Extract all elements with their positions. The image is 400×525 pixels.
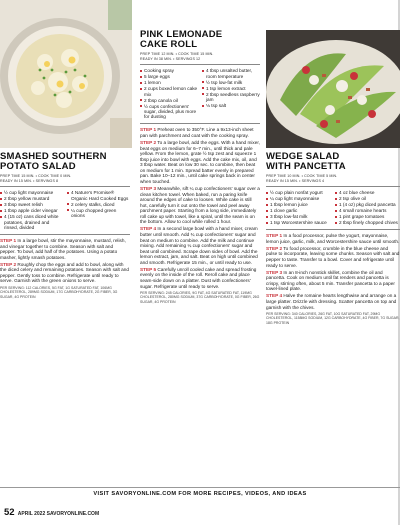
ingredient-item: ½ cup plain nonfat yogurt — [266, 190, 331, 195]
step-text: In a second large bowl with a hand mixer, cream butter until smooth. Add ¾ cup confectioners' sugar and beat on medium to combine. Add the milk and continue mixing. Add remaining ¼ cup confectioners' sugar and beat until combined. Scrape down sides of bowl. Add the lemon extract, jam, and salt. Beat on high until combined and smooth. Refrigerate 15 min., or until ready to use. — [140, 226, 258, 265]
ingredient-item: 2 tsp olive oil — [335, 196, 400, 201]
step-paragraph — [266, 270, 400, 292]
step-label: STEP 2 — [140, 140, 157, 146]
ingredient-item: 3 tbsp low-fat milk — [266, 214, 331, 219]
step-paragraph — [266, 233, 400, 244]
divider — [140, 123, 260, 124]
step-text: Preheat oven to 350°F. Line a 9x13-inch sheet pan with parchment and coat with the cooking spray. — [140, 127, 254, 138]
ingredient-item: 2 tbsp finely chopped chives — [335, 220, 400, 225]
step-paragraph — [0, 262, 130, 284]
step-label: STEP 1 — [266, 233, 283, 239]
divider — [266, 186, 400, 187]
step-text: Roughly chop the eggs and add to bowl, along with the diced celery and remaining potatoes. Season with salt and pepper. Gently toss to combine. Refrigerate until ready to serve. Garnish with the green onions to serve. — [0, 261, 129, 284]
cake-roll-recipe — [140, 30, 260, 304]
wedge-salad-title — [266, 152, 400, 171]
step-paragraph — [0, 238, 130, 260]
footer-divider — [0, 487, 400, 488]
cake-roll-title — [140, 30, 260, 49]
cake-roll-title-line2: CAKE ROLL — [140, 38, 198, 50]
step-paragraph — [140, 140, 260, 184]
step-label: STEP 2 — [0, 261, 17, 267]
ingredient-list-right — [67, 190, 130, 231]
ingredient-list-left — [266, 190, 331, 226]
page-footer — [4, 507, 99, 518]
potato-salad-title-line1: SMASHED SOUTHERN — [0, 151, 107, 162]
potato-salad-nutrition: PER SERVING: 112 CALORIES, 5G FAT, 1G SATURATED FAT, 106MG CHOLESTEROL, 289MG SODIUM, 17G CARBOHYDRATE, 2G FIBER, 3G SUGAR, 4G PROTEIN — [0, 285, 118, 299]
cake-roll-nutrition: PER SERVING: 245 CALORIES, 9G FAT, 4G SATURATED FAT, 119MG CHOLESTEROL, 280MG SODIUM, 37G CARBOHYDRATE, 0G FIBER, 26G SUGAR, 4G PROTEIN — [140, 291, 260, 304]
ingredient-list-right — [202, 68, 260, 120]
potato-salad-title — [0, 152, 130, 171]
ingredient-item: 1 lemon — [140, 80, 198, 85]
cake-roll-meta — [140, 52, 260, 61]
ingredient-item: Cooking spray — [140, 68, 198, 73]
step-text: Meanwhile, sift ¼ cup confectioners' sugar over a clean kitchen towel. When baked, run a paring knife around the edges of cake to loosen. While cake is still hot, carefully turn it out onto the towel and peel away parchment paper. Starting from a long side, immediately roll cake up with towel, like a spiral, until the seam is on the bottom. Allow to cool while rolled 1 hour. — [140, 186, 260, 225]
wedge-salad-meta-time: PREP TIME 10 MIN. • COOK TIME 5 MIN. — [266, 174, 338, 178]
ingredient-item: ½ cups confectioners' sugar, divided, plus more for dusting — [140, 104, 198, 120]
step-text: In a food processor, pulse the yogurt, mayonnaise, lemon juice, garlic, milk, and Worcestershire sauce until smooth. — [266, 233, 400, 244]
ingredient-item: ¼ cup chopped green onions — [67, 208, 130, 219]
ingredient-item: 4 oz blue cheese — [335, 190, 400, 195]
potato-salad-photo — [0, 0, 132, 148]
cake-roll-ingredients — [140, 68, 260, 120]
ingredient-item: 1 (4 oz) pkg diced pancetta — [335, 202, 400, 207]
wedge-salad-recipe — [266, 152, 400, 325]
step-label: STEP 4 — [140, 226, 157, 232]
step-label: STEP 1 — [140, 127, 157, 133]
step-label: STEP 1 — [0, 238, 17, 243]
divider — [0, 186, 130, 187]
ingredient-list-right — [335, 190, 400, 226]
footer-banner: VISIT SAVORYONLINE.COM FOR MORE RECIPES, VIDEOS, AND IDEAS — [93, 491, 307, 497]
step-label: STEP 2 — [266, 245, 283, 251]
ingredient-item: 2 celery stalks, diced — [67, 202, 130, 207]
wedge-salad-steps — [266, 233, 400, 310]
wedge-salad-ingredients — [266, 190, 400, 226]
ingredient-item: 1 tsp lemon extract — [202, 86, 260, 91]
step-paragraph — [140, 186, 260, 225]
cake-roll-steps — [140, 127, 260, 289]
step-text: To a large bowl, add the eggs. With a hand mixer, beat eggs on medium for 6–7 min., until thick and pale yellow. From the lemon, grate ½ tsp zest and squeeze 1 tbsp juice into bowl with eggs. Add the cake mix, oil, and 3 tbsp water. Beat on low 30 sec. to combine, then beat on medium for 1 min. Spread batter evenly in prepared pan. Bake 10–12 min., until cake springs back in center when touched. — [140, 140, 260, 184]
ingredient-item: 1 pint grape tomatoes — [335, 214, 400, 219]
ingredient-item: 1 clove garlic — [266, 208, 331, 213]
ingredient-item: 3 tbsp sweet relish — [0, 202, 63, 207]
ingredient-item: 2 tbsp seedless raspberry jam — [202, 92, 260, 103]
potato-salad-meta-servings: READY IN 15 MIN. • SERVINGS 8 — [0, 178, 59, 183]
potato-salad-title-line2: POTATO SALAD — [0, 160, 76, 172]
potato-salad-ingredients — [0, 190, 130, 231]
ingredient-item: 1 tsp Worcestershire sauce — [266, 220, 331, 225]
page-info: APRIL 2022 SAVORYONLINE.COM — [17, 511, 100, 517]
step-paragraph — [266, 246, 400, 268]
ingredient-item: ¼ cup light mayonnaise — [266, 196, 331, 201]
wedge-salad-title-line2: WITH PANCETTA — [266, 160, 346, 172]
ingredient-item: 5 large eggs — [140, 74, 198, 79]
wedge-salad-meta-servings: READY IN 15 MIN. • SERVINGS 4 — [266, 178, 325, 183]
wedge-salad-title-line1: WEDGE SALAD — [266, 151, 340, 162]
ingredient-item: 2 tbsp yellow mustard — [0, 196, 63, 201]
cake-roll-meta-time: PREP TIME 12 MIN. • COOK TIME 15 MIN. — [140, 52, 214, 56]
step-paragraph — [140, 127, 260, 138]
step-label: STEP 5 — [140, 266, 157, 272]
wedge-salad-meta — [266, 174, 400, 183]
ingredient-item: ½ tsp low-fat milk — [202, 80, 260, 85]
potato-salad-recipe — [0, 152, 130, 299]
wedge-salad-photo — [266, 30, 400, 148]
ingredient-item: 4 small romaine hearts — [335, 208, 400, 213]
step-text: Halve the romaine hearts lengthwise and arrange on a large platter. Drizzle with dressing. Scatter pancetta on top and garnish with the chives. — [266, 293, 397, 310]
page-number: 52 — [4, 507, 15, 518]
step-text: To food processor, crumble in the blue cheese and pulse to incorporate, leaving some chunks. Season with salt and pepper to taste. Transfer to a bowl. Cover and refrigerate until ready to serve. — [266, 245, 400, 268]
divider — [140, 64, 260, 65]
step-text: In a large bowl, stir the mayonnaise, mustard, relish, and vinegar together to combine. Season with salt and pepper. To bowl, add half of the potatoes. Using a potato masher, lightly smash potatoes. — [0, 238, 126, 260]
cake-roll-meta-servings: READY IN 38 MIN. • SERVINGS 12 — [140, 56, 201, 61]
ingredient-item: 4 (15 oz) cans diced white potatoes, drained and rinsed, divided — [0, 214, 63, 230]
ingredient-list-left — [140, 68, 198, 120]
ingredient-item: 1 tbsp apple cider vinegar — [0, 208, 63, 213]
step-label: STEP 3 — [140, 186, 157, 192]
ingredient-item: 2 cups boxed lemon cake mix — [140, 86, 198, 97]
step-text: Carefully unroll cooled cake and spread frosting evenly on the inside of the roll. Reroll cake and place seam-side down on a platter. Dust with confectioners' sugar. Refrigerate until ready to serve. — [140, 266, 257, 289]
step-text: In an 8-inch nonstick skillet, combine the oil and pancetta. Cook on medium until fat renders and pancetta is crispy, stirring often, about 5 min. Transfer pancetta to a paper towel-lined plate. — [266, 269, 395, 292]
step-label: STEP 4 — [266, 293, 283, 299]
ingredient-item: 4 Nature's Promise® Organic Hard Cooked Eggs — [67, 190, 130, 201]
ingredient-item: ⅛ tsp salt — [202, 103, 260, 108]
ingredient-item: ½ cup light mayonnaise — [0, 190, 63, 195]
ingredient-item: 4 tbsp unsalted butter, room temperature — [202, 68, 260, 79]
ingredient-item: 2 tbsp canola oil — [140, 98, 198, 103]
divider — [266, 229, 400, 230]
potato-salad-meta-time: PREP TIME 15 MIN. • COOK TIME 0 MIN. — [0, 174, 72, 178]
ingredient-list-left — [0, 190, 63, 231]
cake-roll-title-line1: PINK LEMONADE — [140, 29, 223, 40]
step-paragraph — [140, 267, 260, 289]
ingredient-item: 1 tbsp lemon juice — [266, 202, 331, 207]
potato-salad-steps — [0, 238, 130, 284]
potato-salad-meta — [0, 174, 130, 183]
wedge-salad-nutrition: PER SERVING: 340 CALORIES, 26G FAT, 10G SATURATED FAT, 29MG CHOLESTEROL, 1158MG SODIUM, 12G CARBOHYDRATE, 4G FIBER, 7G SUGAR, 18G PROTEIN — [266, 312, 400, 325]
divider — [0, 234, 130, 235]
step-paragraph — [140, 226, 260, 265]
step-label: STEP 3 — [266, 269, 283, 275]
step-paragraph — [266, 293, 400, 310]
